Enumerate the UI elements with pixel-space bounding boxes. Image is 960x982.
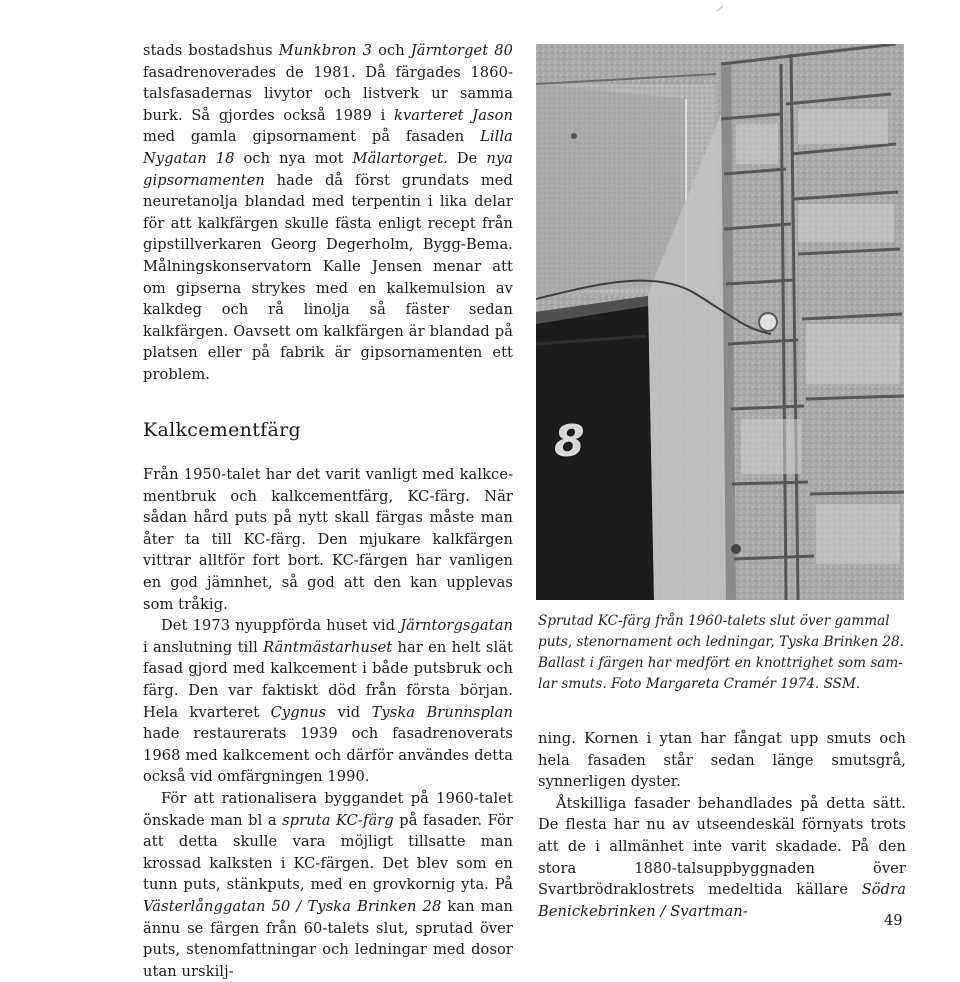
- italic-run: Mälartorget.: [352, 149, 448, 167]
- paragraph-atskilliga: Åtskilliga fasader behandlades på detta sätt. De flesta har nu av utseendeskäl förnyats trots att de i allmänhet inte varit skadade. På den stora 1880-talsuppbyggnaden över Svartbrödraklostrets medeltida källare Södra Benickebrinken / Svartman-: [538, 794, 906, 920]
- italic-run: Västerlånggatan 50 / Tyska Brinken 28: [143, 897, 442, 915]
- italic-run: Cygnus: [270, 703, 327, 721]
- house-number: 8: [554, 416, 585, 467]
- italic-run: Järntorget 80: [410, 42, 514, 59]
- photo-caption: Sprutad KC-färg från 1960-talets slut över gammal puts, stenornament och ledningar, Tyska Brinken 28. Ballast i färgen har medfört en knottrighet som samlar smuts. Foto Margareta Cramér 1974. SSM.: [538, 613, 905, 692]
- paragraph-jarntorgsgatan: Det 1973 nyuppförda huset vid Järntorgsgatan i anslutning till Räntmästarhuset har en helt slät fasad gjord med kalkcement i både putsbruk och färg. Den var faktiskt död från första början. Hela kvarteret Cygnus vid Tyska Brunnsplan hade restaurerats 1939 och fasadrenoverats 1968 med kalkcement och därför användes detta också vid omfärgningen 1990.: [143, 617, 513, 786]
- italic-run: Räntmästarhuset: [263, 638, 393, 656]
- section-heading: Kalkcementfärg: [143, 418, 301, 441]
- paragraph-continuation: ning. Kornen i ytan har fångat upp smuts och hela fasaden står sedan länge smutsgrå, synnerligen dyster.: [538, 730, 906, 791]
- right-column: [538, 728, 906, 922]
- italic-run: Munkbron 3: [278, 42, 373, 59]
- facade-photo: [536, 44, 904, 600]
- paragraph-intro: stads bostadshus Munkbron 3 och Järntorget 80 fasadrenoverades de 1981. Då färgades 1860-talsfasadernas livytor och listverk ur samma burk. Så gjordes också 1989 i kvarteret Jason med gamla gipsornament på fasaden Lilla Nygatan 18 och nya mot Mälartorget. De nya gipsornamenten hade då först grundats med neuretanolja blandad med terpentin i lika delar för att kalkfärgen skulle fästa enligt recept från gipstillverkaren Georg Degerholm, Bygg-Bema. Målningskonservatorn Kalle Jensen menar att om gipserna strykes med en kalkemulsion av kalkdeg och rå linolja så fäster sedan kalkfärgen. Oavsett om kalkfärgen är blandad på platsen eller på fabrik är gipsornamenten ett problem.: [143, 42, 514, 383]
- italic-run: kvarteret Jason: [394, 106, 514, 124]
- italic-run: Lilla Nygatan 18: [143, 128, 513, 167]
- italic-run: Södra Benickebrinken / Svartman-: [538, 881, 906, 920]
- facade-photo-graphic: [536, 44, 904, 600]
- page-number: 49: [884, 912, 903, 929]
- paragraph-rationalisera: För att rationalisera byggandet på 1960-talet önskade man bl a spruta KC-färg på fasader. För att detta skulle vara möjligt tillsatte man krossad kalksten i KC-färgen. Det blev som en tunn puts, stänkputs, med en grovkornig yta. På Västerlånggatan 50 / Tyska Brinken 28 kan man ännu se färgen från 60-talets slut, sprutad över puts, stenomfattningar och ledningar med dosor utan urskilj-: [143, 790, 513, 980]
- paragraph-kalkcement: Från 1950-talet har det varit vanligt med kalkcementbruk och kalkcementfärg, KC-färg. När sådan hård puts på nytt skall färgas måste man åter ta till KC-färg. Den mjukare kalkfärgen vittrar alltför fort bort. KC-färgen har vanligen en god jämnhet, så god att den kan upplevas som tråkig.: [143, 466, 513, 613]
- italic-run: spruta KC-färg: [282, 811, 394, 829]
- left-column: [143, 40, 513, 982]
- italic-run: Tyska Brunnsplan: [371, 703, 513, 721]
- scan-mark: [717, 6, 724, 12]
- italic-run: Järntorgsgatan: [400, 617, 513, 635]
- italic-run: nya gipsornamenten: [143, 149, 513, 189]
